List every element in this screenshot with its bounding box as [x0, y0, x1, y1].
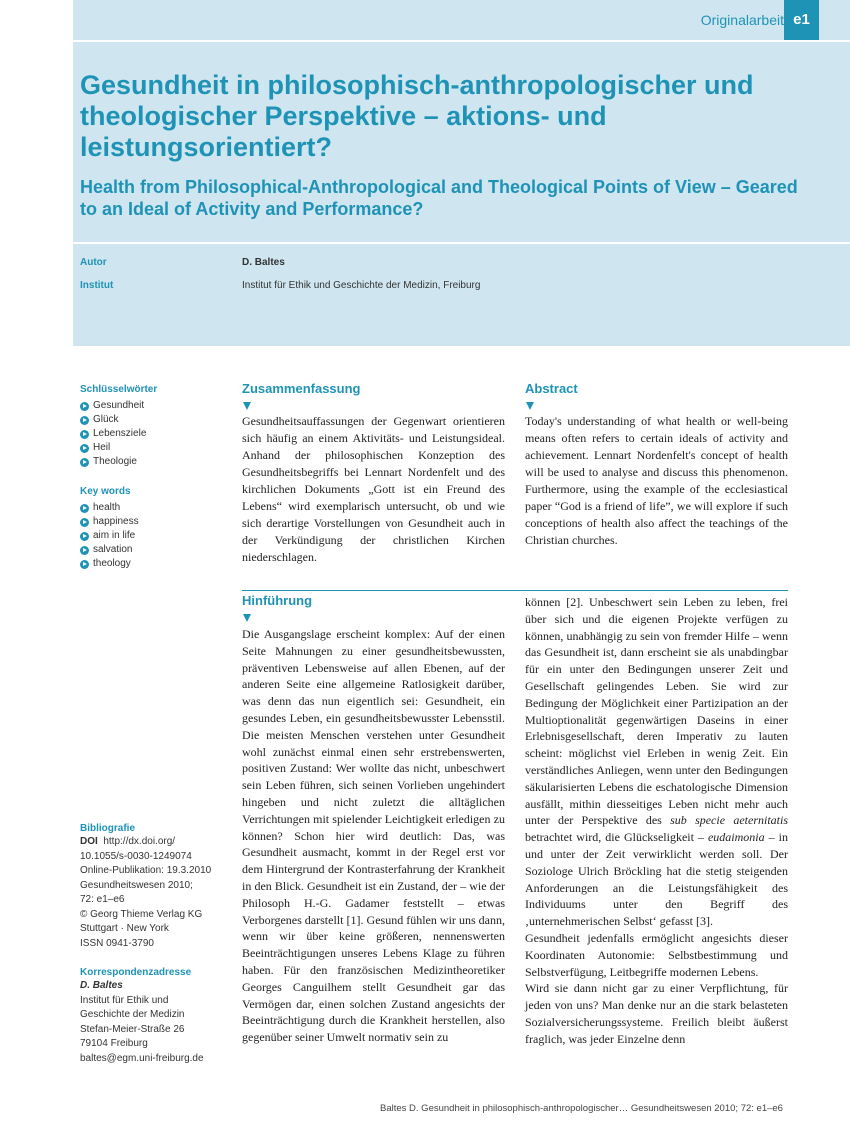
keyword-item: Theologie: [80, 455, 230, 469]
email-link[interactable]: baltes@egm.uni-freiburg.de: [80, 1052, 204, 1064]
triangle-down-icon: [526, 402, 534, 410]
author-band: [73, 244, 850, 346]
keywords-heading: Schlüsselwörter: [80, 384, 158, 395]
title-german: Gesundheit in philosophisch-anthropologischer und theologischer Perspektive – aktions- und leistungsorientiert?: [80, 70, 754, 162]
triangle-down-icon: [243, 614, 251, 622]
summary-english-text: Today's understanding of what health or well-being means often refers to certain ideals of activity and achievement. Lennart Nordenfelt's concept of health will be used to analyse and discuss this phenomenon. Furthermore, using the example of the ecclesiastical paper “God is a friend of life”, we will explore if such conceptions of health also affect the teachings of the Christian churches.: [525, 414, 788, 547]
correspondence: [80, 967, 230, 1066]
keywords-heading: Key words: [80, 486, 131, 497]
bib-line: ISSN 0941-3790: [80, 937, 154, 949]
keyword-item: Heil: [80, 441, 230, 455]
bibliography-heading: Bibliografie: [80, 823, 136, 834]
arrow-bullet-icon: [80, 458, 89, 467]
keyword-item: Lebensziele: [80, 427, 230, 441]
arrow-bullet-icon: [80, 518, 89, 527]
keyword-item: health: [80, 501, 230, 515]
intro-heading: Hinführung: [242, 593, 313, 608]
author-name: D. Baltes: [242, 257, 285, 268]
header-band: [73, 0, 850, 40]
arrow-bullet-icon: [80, 532, 89, 541]
keyword-item: Gesundheit: [80, 399, 230, 413]
intro-column-1: Die Ausgangslage erscheint komplex: Auf der einen Seite Mahnungen zu einer gesundheitsbewussten, präventiven Lebensweise auf allen Ebenen, auf der anderen Seite eine allgemeine Ratlosigkeit darüber, was denn das nun eigentlich sei: Gesundheit, ein gesundes Leben, ein gesundheitsbewusster Lebensstil. Die meisten Menschen verstehen unter Gesundheit wohl zunächst einmal einen sehr erstrebenswerten, positiven Zustand: Wer wollte das nicht, unbeschwert sein Leben führen, sich seinen Vorlieben ungehindert hingeben und nicht zuletzt die alltäglichen Verrichtungen mit spielender Leichtigkeit erledigen zu können? Schon hier wird deutlich: Das, was Gesundheit ausmacht, kommt in der Regel erst vor dem Hintergrund der Kontrasterfahrung der Krankheit in den Blick. Gesundheit ist ein Zustand, der – wie der Philosoph H.-G. Gadamer feststellt – etwas Verborgenes darstellt [1]. Gesund fühlen wir uns dann, wenn wir über keine größeren, nennenswerten Beeinträchtigungen unseres Lebens Klage zu führen haben. Für den französischen Medizintheoretiker Georges Canguilhem stellt Gesundheit gar das Vermögen dar, einen solchen Zustand angesichts der Beeinträchtigung durch die Krankheit herstellen, also gegenüber seiner Umwelt normativ sein zu: [242, 627, 505, 1045]
triangle-down-icon: [243, 402, 251, 410]
institute-name: Institut für Ethik und Geschichte der Medizin, Freiburg: [242, 280, 481, 291]
keyword-item: Glück: [80, 413, 230, 427]
arrow-bullet-icon: [80, 444, 89, 453]
arrow-bullet-icon: [80, 504, 89, 513]
title-english: Health from Philosophical-Anthropological and Theological Points of View – Geared to an Ideal of Activity and Performance?: [80, 177, 798, 219]
section-label: Originalarbeit: [700, 12, 784, 28]
keyword-item: aim in life: [80, 529, 230, 543]
address-line: Stefan-Meier-Straße 26: [80, 1023, 185, 1035]
correspondence-name: D. Baltes: [80, 980, 123, 991]
keywords-german: [80, 384, 230, 469]
bib-line: 72: e1–e6: [80, 894, 125, 905]
keyword-item: happiness: [80, 515, 230, 529]
bib-line: © Georg Thieme Verlag KG: [80, 908, 203, 920]
bib-line: Online-Publikation: 19.3.2010: [80, 865, 212, 876]
keywords-english: [80, 486, 230, 571]
page-footer: Baltes D. Gesundheit in philosophisch-anthropologischer… Gesundheitswesen 2010; 72: e1–e6: [380, 1103, 783, 1114]
address-line: Institut für Ethik und: [80, 994, 169, 1006]
correspondence-heading: Korrespondenzadresse: [80, 967, 192, 978]
bib-line: Stuttgart · New York: [80, 923, 169, 934]
intro-column-2: können [2]. Unbeschwert sein Leben zu leben, frei über sich und die eigenen Projekte verfügen zu können, unabhängig zu sein von fremder Hilfe – wenn das Gesundheit ist, dann erscheint sie als unabdingbar für ein unter den Bedingungen unserer Zeit und Gesellschaft gelingendes Leben. Sie wird zur Bedingung der Möglichkeit einer Partizipation an der Multioptionalität gegenwärtigen Daseins in einer Erlebnisgesellschaft, deren Imperativ zu lauten scheint: möglichst viel Erleben in wenig Zeit. Ein verständliches Anliegen, wenn unter den Bedingungen säkularisierten Lebens die eschatologische Dimension ausfällt, mithin diesseitiges Leben nicht mehr auch unter der Perspektive des sub specie aeternitatis betrachtet wird, die Glückseligkeit – eudaimonia – in und unter der Zeit verwirklicht werden soll. Der Soziologe Ulrich Bröckling hat die stetig steigenden Anforderungen an die Leistungsfähigkeit des Individuums unter den Begriff des ‚unternehmerischen Selbst‘ gefasst [3]. Gesundheit jedenfalls ermöglicht angesichts dieser Koordinaten Autonomie: Selbstbestimmung und Selbstverfügung, Leitbegriffe modernen Lebens. Wird sie dann nicht gar zu einer Verpflichtung, für jeden von uns? Man denke nur an die stark belasteten Sozialversicherungssysteme. Freilich bleibt äußerst fraglich, was jeder Einzelne denn: [525, 595, 789, 1046]
author-label: Autor: [80, 257, 107, 268]
bib-line: 10.1055/s-0030-1249074: [80, 850, 192, 862]
arrow-bullet-icon: [80, 560, 89, 569]
doi-link[interactable]: http://dx.doi.org/: [103, 836, 176, 847]
address-line: 79104 Freiburg: [80, 1038, 148, 1049]
institute-label: Institut: [80, 280, 114, 291]
summary-german-text: Gesundheitsauffassungen der Gegenwart orientieren sich häufig an einem Aktivitäts- und Leistungsideal. Anhand der philosophischen Konzeption des Gesundheitsbegriffs bei Lennart Nordenfelt und des kirchlichen Dokuments „Gott ist ein Freund des Lebens“ wird exemplarisch untersucht, ob und wie sich derartige Vorstellungen von Gesundheit auch in der Verkündigung der christlichen Kirchen niederschlagen.: [242, 414, 505, 564]
summary-english-heading: Abstract: [525, 381, 578, 396]
arrow-bullet-icon: [80, 402, 89, 411]
address-line: Geschichte der Medizin: [80, 1009, 185, 1020]
arrow-bullet-icon: [80, 416, 89, 425]
arrow-bullet-icon: [80, 546, 89, 555]
page-number-badge: e1: [784, 0, 819, 40]
arrow-bullet-icon: [80, 430, 89, 439]
section-divider: [242, 590, 788, 591]
summary-german-heading: Zusammenfassung: [242, 381, 361, 396]
keyword-item: salvation: [80, 543, 230, 557]
bib-line: Gesundheitswesen 2010;: [80, 879, 193, 891]
keyword-item: theology: [80, 557, 230, 571]
bibliography: [80, 823, 230, 951]
doi-line: DOI http://dx.doi.org/: [80, 836, 176, 847]
